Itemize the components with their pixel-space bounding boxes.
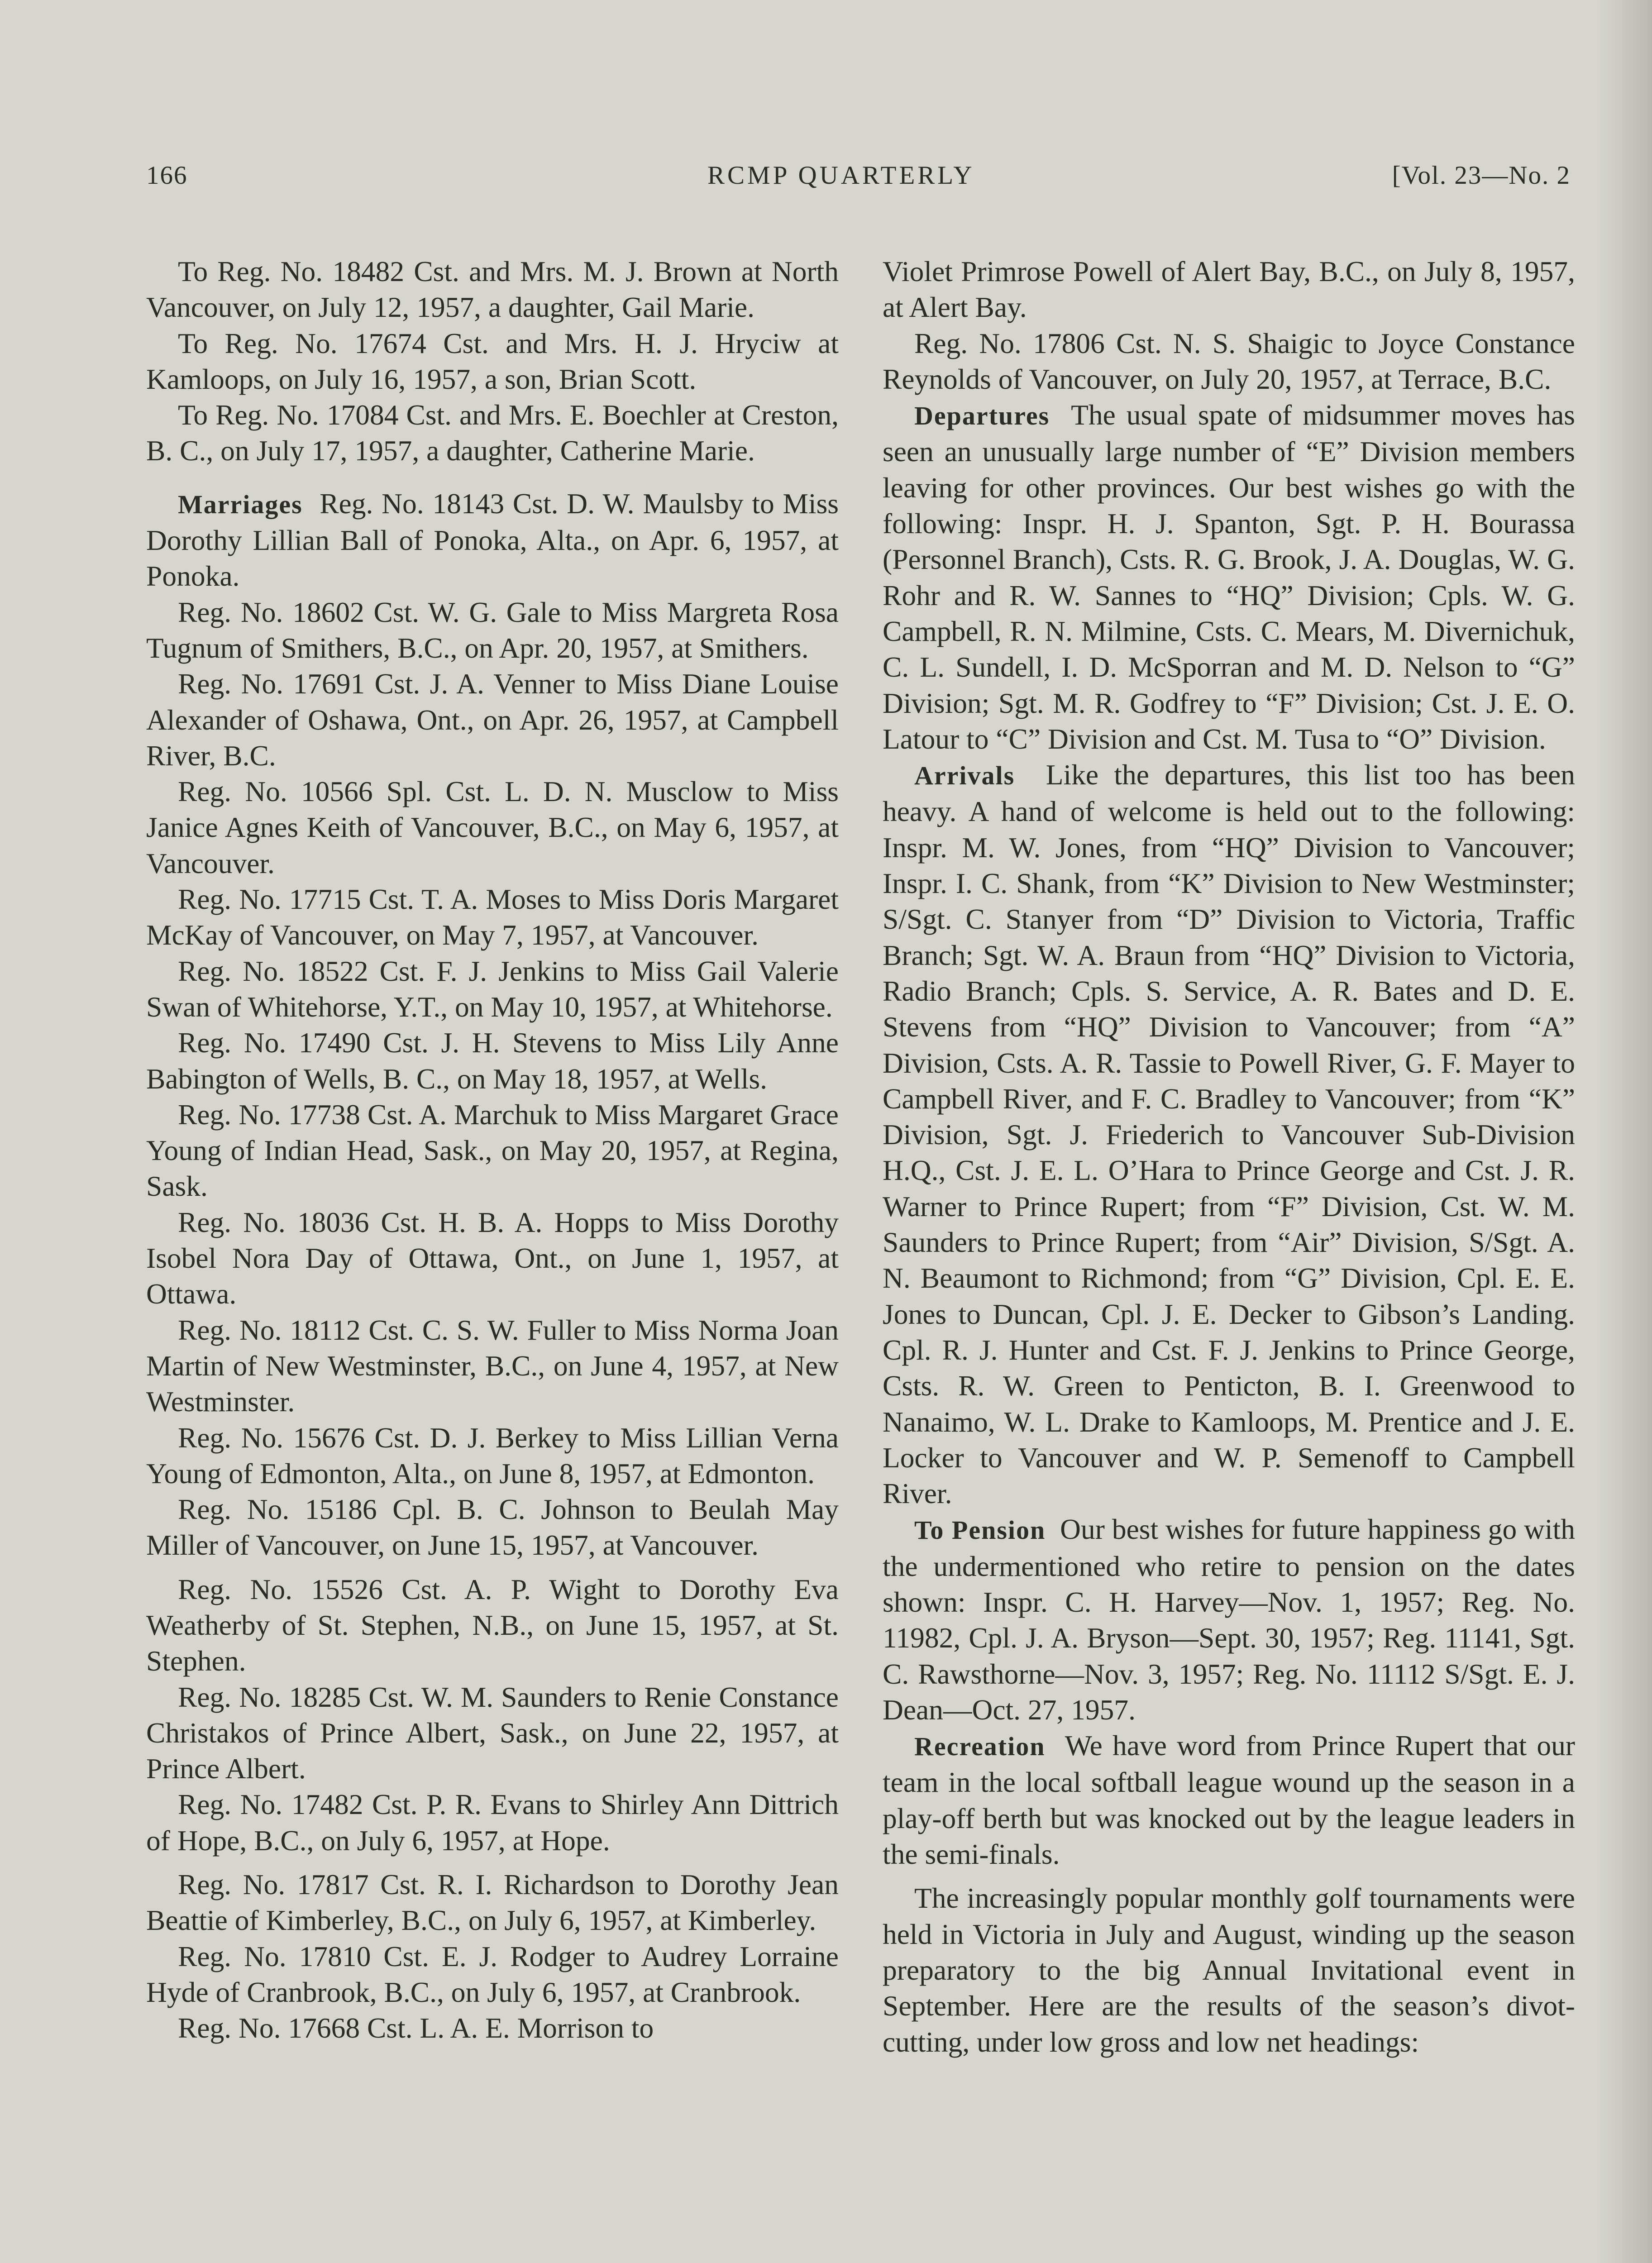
marriage-notice: Reg. No. 15676 Cst. D. J. Berkey to Miss Lillian Verna Young of Edmonton, Alta., on June 8, 1957, at Edmonton. <box>146 1421 839 1490</box>
arrivals-heading: Arrivals <box>914 761 1015 791</box>
marriage-notice: Reg. No. 17482 Cst. P. R. Evans to Shirley Ann Dittrich of Hope, B.C., on July 6, 1957, at Hope. <box>146 1788 839 1857</box>
marriage-notice: Reg. No. 15526 Cst. A. P. Wight to Dorothy Eva Weatherby of St. Stephen, N.B., on June 15, 1957, at St. Stephen. <box>146 1573 839 1677</box>
recreation-text: We have word from Prince Rupert that our team in the local softball league wound up the season in a play-off berth but was knocked out by the league leaders in the semi-finals. <box>883 1729 1575 1871</box>
marriage-notice: Reg. No. 18112 Cst. C. S. W. Fuller to Miss Norma Joan Martin of New Westminster, B.C., on June 4, 1957, at New Westminster. <box>146 1313 839 1418</box>
marriage-notice: Reg. No. 10566 Spl. Cst. L. D. N. Musclow to Miss Janice Agnes Keith of Vancouver, B.C., on May 6, 1957, at Vancouver. <box>146 775 839 879</box>
departures-text: The usual spate of midsummer moves has seen an unusually large number of “E” Division members leaving for other provinces. Our best wishes go with the following: Inspr. H. J. Spanton, Sgt. P. H. Bourassa (Personnel Branch), Csts. R. G. Brook, J. A. Douglas, W. G. Rohr and R. W. Sannes to “HQ” Division; Cpls. W. G. Campbell, R. N. Milmine, Csts. C. Mears, M. Divernichuk, C. L. Sundell, I. D. McSporran and M. D. Nelson to “G” Division; Sgt. M. R. Godfrey to “F” Division; Cst. J. E. O. Latour to “C” Division and Cst. M. Tusa to “O” Division. <box>883 399 1575 755</box>
marriage-notice: Reg. No. 17817 Cst. R. I. Richardson to Dorothy Jean Beattie of Kimberley, B.C., on July 6, 1957, at Kimberley. <box>146 1868 839 1937</box>
page-header <box>146 161 1580 201</box>
pension-paragraph <box>883 1511 1575 1728</box>
golf-paragraph: The increasingly popular monthly golf tournaments were held in Victoria in July and August, winding up the season preparatory to the big Annual Invitational event in September. Here are the results of the season’s divot-cutting, under low gross and low net headings: <box>883 1882 1575 2058</box>
pension-text: Our best wishes for future happiness go with the undermentioned who retire to pension on the dates shown: Inspr. C. H. Harvey—Nov. 1, 1957; Reg. No. 11982, Cpl. J. A. Bryson—Sept. 30, 1957; Reg. 11141, Sgt. C. Rawsthorne—Nov. 3, 1957; Reg. No. 11112 S/Sgt. E. J. Dean—Oct. 27, 1957. <box>883 1513 1576 1726</box>
departures-heading: Departures <box>914 401 1050 431</box>
marriage-notice: Reg. No. 17691 Cst. J. A. Venner to Miss Diane Louise Alexander of Oshawa, Ont., on Apr. 26, 1957, at Campbell River, B.C. <box>146 668 839 772</box>
left-column <box>146 253 839 2046</box>
page-edge-shadow <box>1598 0 1652 2263</box>
right-column <box>883 253 1575 2060</box>
marriage-notice: Reg. No. 17738 Cst. A. Marchuk to Miss Margaret Grace Young of Indian Head, Sask., on May 20, 1957, at Regina, Sask. <box>146 1098 839 1203</box>
marriage-notice: Reg. No. 17668 Cst. L. A. E. Morrison to <box>178 2012 654 2044</box>
birth-notice: To Reg. No. 17674 Cst. and Mrs. H. J. Hryciw at Kamloops, on July 16, 1957, a son, Brian Scott. <box>146 327 839 395</box>
pension-heading: To Pension <box>914 1515 1046 1545</box>
departures-paragraph <box>883 397 1575 757</box>
journal-title: RCMP QUARTERLY <box>707 161 975 190</box>
birth-notice: To Reg. No. 18482 Cst. and Mrs. M. J. Brown at North Vancouver, on July 12, 1957, a daughter, Gail Marie. <box>146 255 839 324</box>
marriage-notice: Reg. No. 18143 Cst. D. W. Maulsby to Miss Dorothy Lillian Ball of Ponoka, Alta., on Apr. 6, 1957, at Ponoka. <box>146 487 839 592</box>
arrivals-paragraph <box>883 757 1575 1511</box>
marriage-notice: Reg. No. 17806 Cst. N. S. Shaigic to Joyce Constance Reynolds of Vancouver, on July 20, 1957, at Terrace, B.C. <box>883 327 1575 395</box>
recreation-heading: Recreation <box>914 1732 1046 1762</box>
marriage-notice: Reg. No. 18285 Cst. W. M. Saunders to Renie Constance Christakos of Prince Albert, Sask., on June 22, 1957, at Prince Albert. <box>146 1681 839 1785</box>
birth-notice: To Reg. No. 17084 Cst. and Mrs. E. Boechler at Creston, B. C., on July 17, 1957, a daughter, Catherine Marie. <box>146 399 839 467</box>
page-number: 166 <box>146 161 188 190</box>
marriage-notice: Reg. No. 18602 Cst. W. G. Gale to Miss Margreta Rosa Tugnum of Smithers, B.C., on Apr. 20, 1957, at Smithers. <box>146 596 839 664</box>
marriages-paragraph <box>146 486 839 594</box>
marriage-notice: Reg. No. 15186 Cpl. B. C. Johnson to Beulah May Miller of Vancouver, on June 15, 1957, at Vancouver. <box>146 1493 839 1561</box>
marriages-heading: Marriages <box>178 489 303 519</box>
marriage-notice: Reg. No. 18036 Cst. H. B. A. Hopps to Miss Dorothy Isobel Nora Day of Ottawa, Ont., on June 1, 1957, at Ottawa. <box>146 1206 839 1310</box>
arrivals-text: Like the departures, this list too has been heavy. A hand of welcome is held out to the following: Inspr. M. W. Jones, from “HQ” Division to Vancouver; Inspr. I. C. Shank, from “K” Division to New Westminster; S/Sgt. C. Stanyer from “D” Division to Victoria, Traffic Branch; Sgt. W. A. Braun from “HQ” Division to Victoria, Radio Branch; Cpls. S. Service, A. R. Bates and D. E. Stevens from “HQ” Division to Vancouver; from “A” Division, Csts. A. R. Tassie to Powell River, G. F. Mayer to Campbell River, and F. C. Bradley to Vancouver; from “K” Division, Sgt. J. Friederich to Vancouver Sub-Division H.Q., Cst. J. E. L. O’Hara to Prince George and Cst. J. R. Warner to Prince Rupert; from “F” Division, Cst. W. M. Saunders to Prince Rupert; from “Air” Division, S/Sgt. A. N. Beaumont to Richmond; from “G” Division, Cpl. E. E. Jones to Duncan, Cpl. J. E. Decker to Gibson’s Landing. Cpl. R. J. Hunter and Cst. F. J. Jenkins to Prince George, Csts. R. W. Green to Penticton, B. I. Greenwood to Nanaimo, W. L. Drake to Kamloops, M. Prentice and J. E. Locker to Vancouver and W. P. Semenoff to Campbell River. <box>883 759 1575 1510</box>
marriage-notice-continued: Violet Primrose Powell of Alert Bay, B.C., on July 8, 1957, at Alert Bay. <box>883 255 1575 324</box>
marriage-notice: Reg. No. 17810 Cst. E. J. Rodger to Audrey Lorraine Hyde of Cranbrook, B.C., on July 6, 1957, at Cranbrook. <box>146 1940 839 2008</box>
marriage-notice: Reg. No. 17490 Cst. J. H. Stevens to Miss Lily Anne Babington of Wells, B. C., on May 18, 1957, at Wells. <box>146 1026 839 1095</box>
marriage-notice: Reg. No. 17715 Cst. T. A. Moses to Miss Doris Margaret McKay of Vancouver, on May 7, 1957, at Vancouver. <box>146 883 839 951</box>
recreation-paragraph <box>883 1728 1575 1872</box>
marriage-notice: Reg. No. 18522 Cst. F. J. Jenkins to Miss Gail Valerie Swan of Whitehorse, Y.T., on May 10, 1957, at Whitehorse. <box>146 955 839 1023</box>
volume-issue: [Vol. 23—No. 2 <box>1392 161 1571 190</box>
